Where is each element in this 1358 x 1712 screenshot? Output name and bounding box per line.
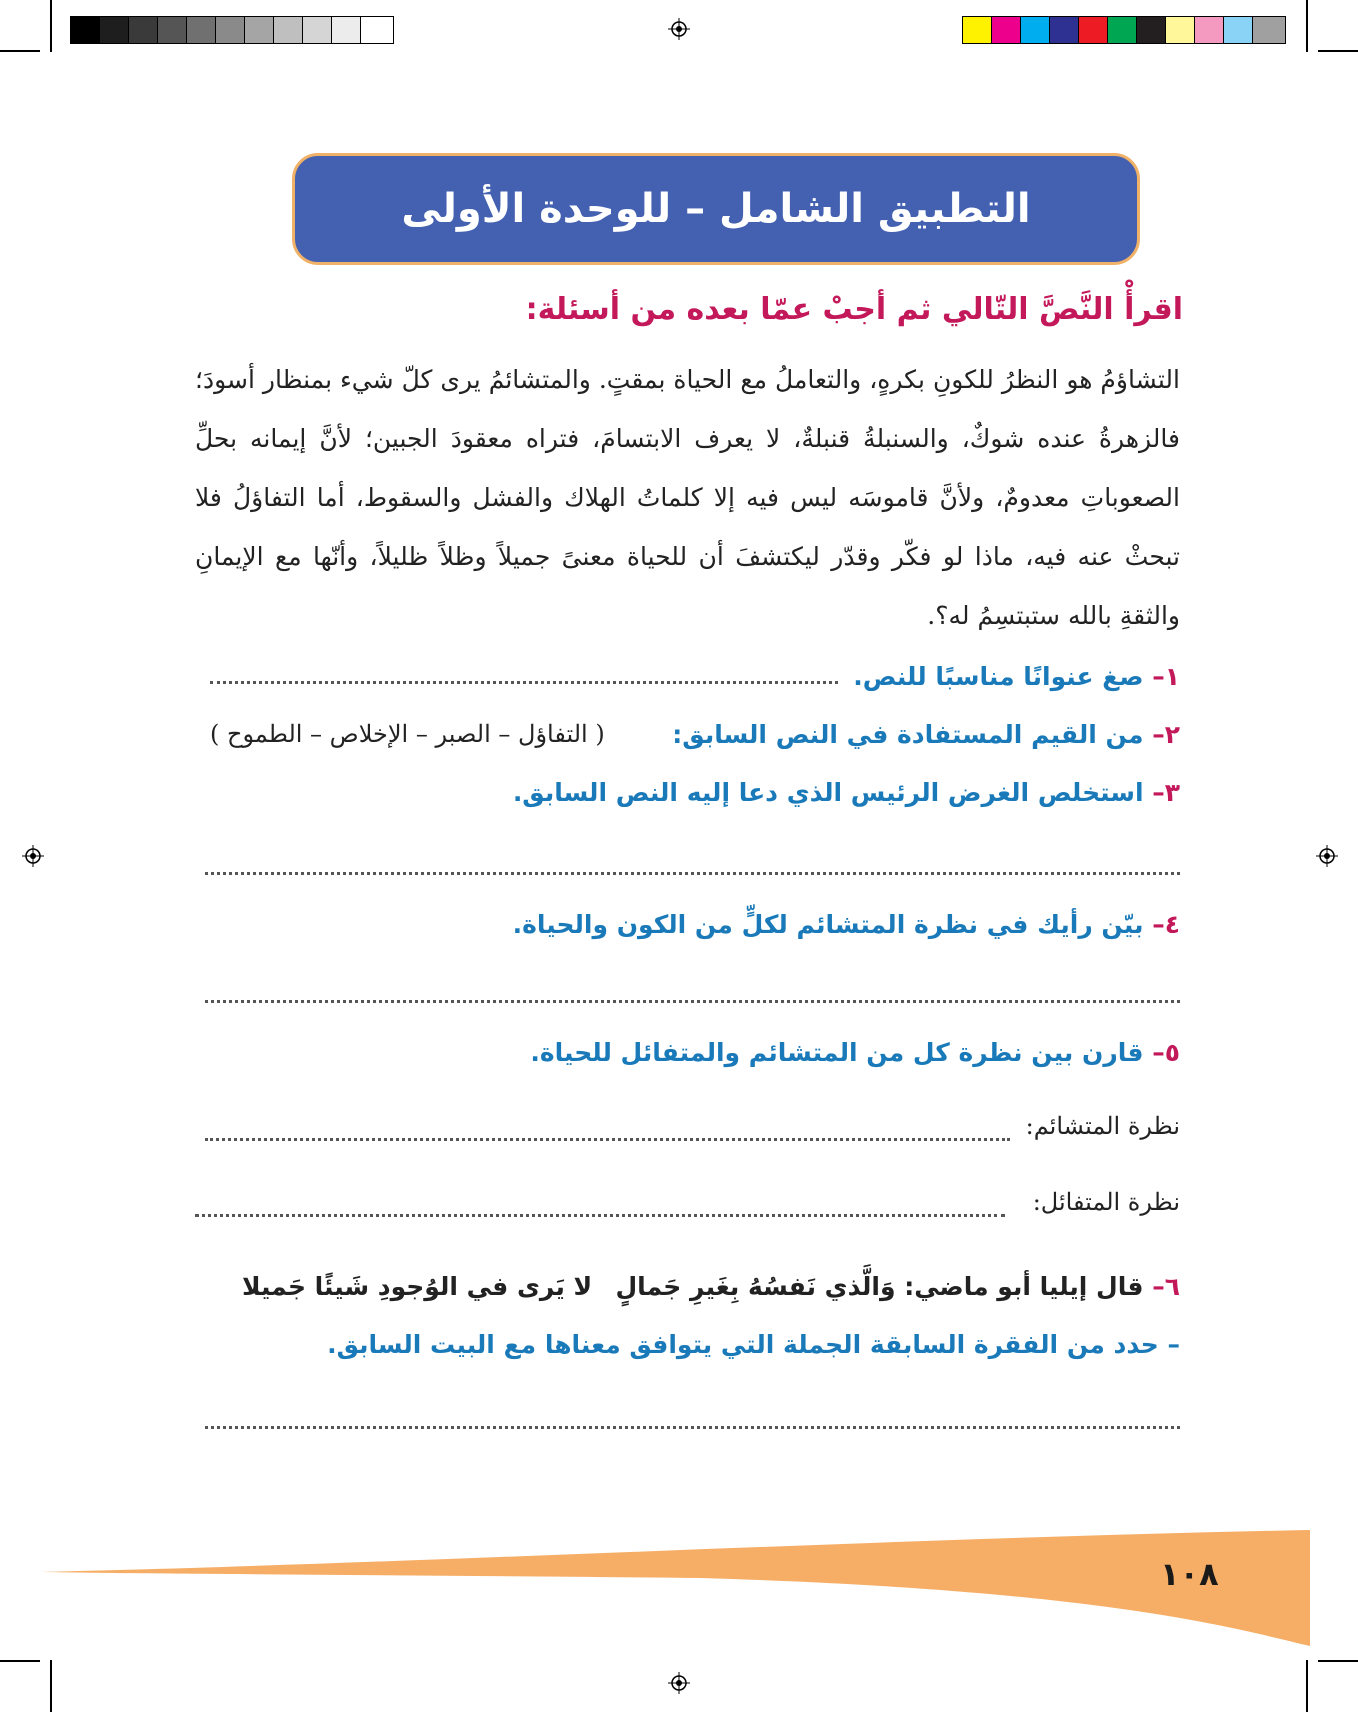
crosshair-icon — [1316, 845, 1338, 867]
answer-line[interactable] — [210, 681, 838, 684]
question-6 — [615, 1272, 1180, 1301]
answer-line[interactable] — [205, 1000, 1180, 1003]
question-6-sub — [327, 1330, 1180, 1359]
question-number: ١ — [1164, 662, 1180, 691]
crosshair-icon — [668, 18, 690, 40]
question-4 — [513, 910, 1180, 939]
question-dash: – — [1152, 1272, 1165, 1301]
question-text: من القيم المستفادة في النص السابق: — [672, 720, 1144, 749]
color-bar — [962, 16, 1286, 44]
crop-mark — [1318, 50, 1358, 52]
question-text: قارن بين نظرة كل من المتشائم والمتفائل للحياة. — [530, 1038, 1144, 1067]
crosshair-icon — [668, 1672, 690, 1694]
question-1 — [853, 662, 1180, 691]
question-text: بيّن رأيك في نظرة المتشائم لكلٍّ من الكون والحياة. — [512, 910, 1144, 939]
question-number: ٣ — [1164, 778, 1180, 807]
question-dash: – — [1152, 662, 1165, 691]
crop-mark — [1306, 0, 1308, 52]
question-dash: – — [1152, 910, 1165, 939]
question-text: – حدد من الفقرة السابقة الجملة التي يتوافق معناها مع البيت السابق. — [327, 1330, 1180, 1359]
question-2 — [672, 720, 1180, 749]
crosshair-icon — [22, 845, 44, 867]
question-number: ٢ — [1164, 720, 1180, 749]
answer-line[interactable] — [205, 1426, 1180, 1429]
verse-first-hemistich: وَالَّذي نَفسُهُ بِغَيرِ جَمالٍ — [615, 1272, 896, 1301]
question-dash: – — [1152, 720, 1165, 749]
question-text: قال إيليا أبو ماضي: — [904, 1272, 1144, 1301]
question-text: صغ عنوانًا مناسبًا للنص. — [853, 662, 1144, 691]
verse-second-hemistich: لا يَرى في الوُجودِ شَيئًا جَميلا — [242, 1272, 593, 1301]
title-banner — [292, 153, 1140, 265]
question-dash: – — [1152, 778, 1165, 807]
answer-line[interactable] — [195, 1214, 1005, 1217]
page-title: التطبيق الشامل – للوحدة الأولى — [401, 186, 1031, 232]
instruction-heading: اقرأْ النَّصَّ التّالي ثم أجبْ عمّا بعده من أسئلة: — [525, 292, 1183, 327]
values-options: ( التفاؤل – الصبر – الإخلاص – الطموح ) — [210, 720, 605, 748]
question-number: ٥ — [1164, 1038, 1180, 1067]
question-number: ٦ — [1164, 1272, 1180, 1301]
question-number: ٤ — [1164, 910, 1180, 939]
question-dash: – — [1152, 1038, 1165, 1067]
question-5 — [530, 1038, 1180, 1067]
reading-passage: التشاؤمُ هو النظرُ للكونِ بكرهٍ، والتعاملُ مع الحياة بمقتٍ. والمتشائمُ يرى كلّ شيء بمنظار أسودَ؛ فالزهرةُ عنده شوكٌ، والسنبلةُ قنبلةٌ، لا يعرف الابتسامَ، فتراه معقودَ الجبين؛ لأنَّ إيمانه بحلِّ الصعوباتِ معدومٌ، ولأنَّ قاموسَه ليس فيه إلا كلماتُ الهلاك والفشل والسقوط، أما التفاؤلُ فلا تبحثْ عنه فيه، ماذا لو فكّر وقدّر ليكتشفَ أن للحياة معنىً جميلاً وظلاً ظليلاً، وأنّها مع الإيمانِ والثقةِ بالله ستبتسِمُ له؟. — [195, 365, 1180, 630]
answer-line[interactable] — [205, 1138, 1010, 1141]
crop-mark — [0, 50, 40, 52]
question-3 — [513, 778, 1180, 807]
question-text: استخلص الغرض الرئيس الذي دعا إليه النص السابق. — [512, 778, 1144, 807]
answer-line[interactable] — [205, 872, 1180, 875]
crop-mark — [50, 0, 52, 52]
footer-band — [0, 1520, 1358, 1670]
pessimist-label: نظرة المتشائم: — [1025, 1112, 1180, 1140]
grayscale-bar — [70, 16, 394, 44]
page-number: ١٠٨ — [1160, 1555, 1219, 1593]
optimist-label: نظرة المتفائل: — [1032, 1188, 1180, 1216]
